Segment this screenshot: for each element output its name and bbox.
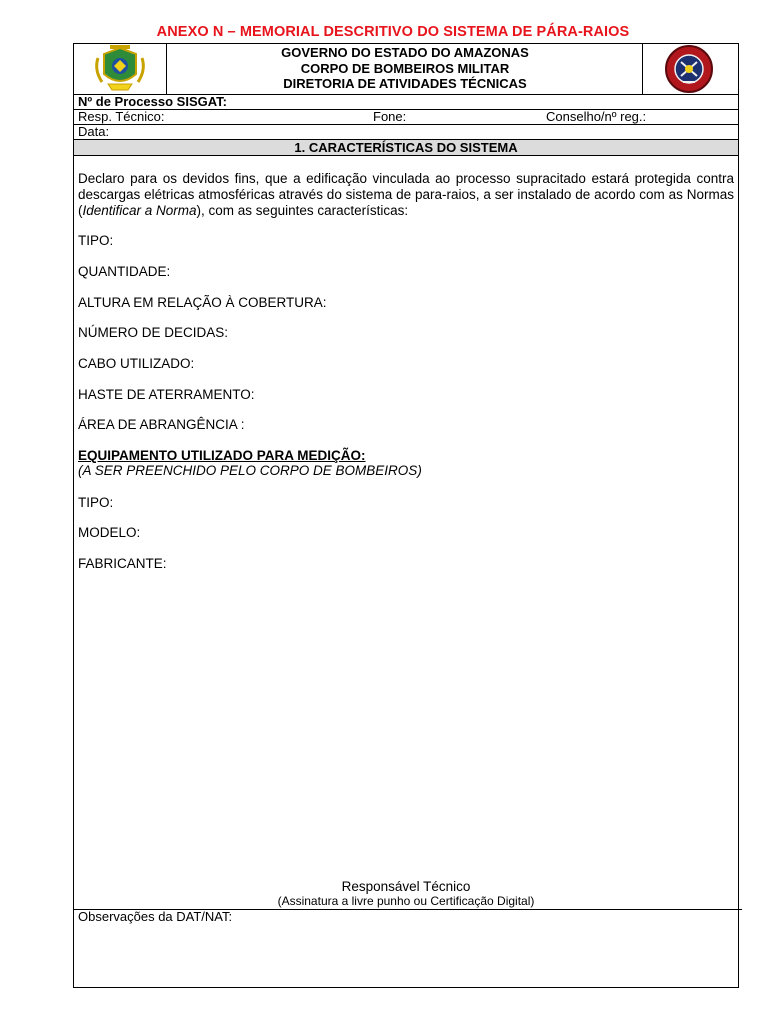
section-title: 1. CARACTERÍSTICAS DO SISTEMA [74, 140, 738, 156]
header [74, 44, 738, 95]
equipment-tipo: TIPO: [78, 495, 114, 510]
field-area: ÁREA DE ABRANGÊNCIA : [78, 417, 245, 432]
field-altura: ALTURA EM RELAÇÃO À COBERTURA: [78, 295, 327, 310]
resp-tecnico-label: Resp. Técnico: [78, 109, 165, 124]
equipment-modelo: MODELO: [78, 525, 141, 540]
field-decidas: NÚMERO DE DECIDAS: [78, 325, 229, 340]
declaration-paragraph [78, 171, 734, 219]
equipment-note: (A SER PREENCHIDO PELO CORPO DE BOMBEIROS) [78, 463, 422, 478]
process-label: Nº de Processo SISGAT: [78, 94, 227, 109]
date-row [74, 124, 738, 140]
declaration-part1: Declaro para os devidos fins, que a edificação vinculada ao processo supracitado estará protegida contra descargas elétricas atmosféricas através do sistema de para-raios, a ser instalado de acordo com as Normas ( [78, 171, 734, 218]
responsible-row [74, 109, 738, 125]
header-titles [167, 44, 643, 95]
signature-title: Responsável Técnico [341, 879, 471, 894]
equipment-heading: EQUIPAMENTO UTILIZADO PARA MEDIÇÃO: [78, 448, 366, 463]
form-frame [73, 43, 739, 988]
process-row [74, 94, 738, 110]
field-haste: HASTE DE ATERRAMENTO: [78, 387, 255, 402]
conselho-label: Conselho/nº reg.: [546, 109, 647, 124]
date-label: Data: [78, 124, 110, 139]
header-government: GOVERNO DO ESTADO DO AMAZONAS [281, 45, 529, 60]
form-body [78, 171, 734, 571]
equipment-fabricante: FABRICANTE: [78, 556, 167, 571]
state-coat-of-arms-cell [74, 44, 167, 94]
fone-label: Fone: [373, 109, 407, 124]
field-quantidade: QUANTIDADE: [78, 264, 171, 279]
declaration-part2: ), com as seguintes características: [196, 203, 409, 218]
observations-label: Observações da DAT/NAT: [78, 909, 233, 924]
amazonas-coat-of-arms-icon [74, 44, 166, 94]
field-tipo: TIPO: [78, 233, 114, 248]
signature-note: (Assinatura a livre punho ou Certificação Digital) [277, 894, 535, 908]
fire-department-seal-icon [643, 44, 738, 94]
field-cabo: CABO UTILIZADO: [78, 356, 195, 371]
header-fire-department: CORPO DE BOMBEIROS MILITAR [300, 60, 510, 76]
observations-box [74, 909, 742, 924]
fire-department-seal-cell [642, 44, 738, 94]
document-title: ANEXO N – MEMORIAL DESCRITIVO DO SISTEMA DE PÁRA-RAIOS [156, 24, 630, 40]
header-directorate: DIRETORIA DE ATIVIDADES TÉCNICAS [283, 76, 527, 91]
declaration-norma: Identificar a Norma [82, 203, 197, 218]
